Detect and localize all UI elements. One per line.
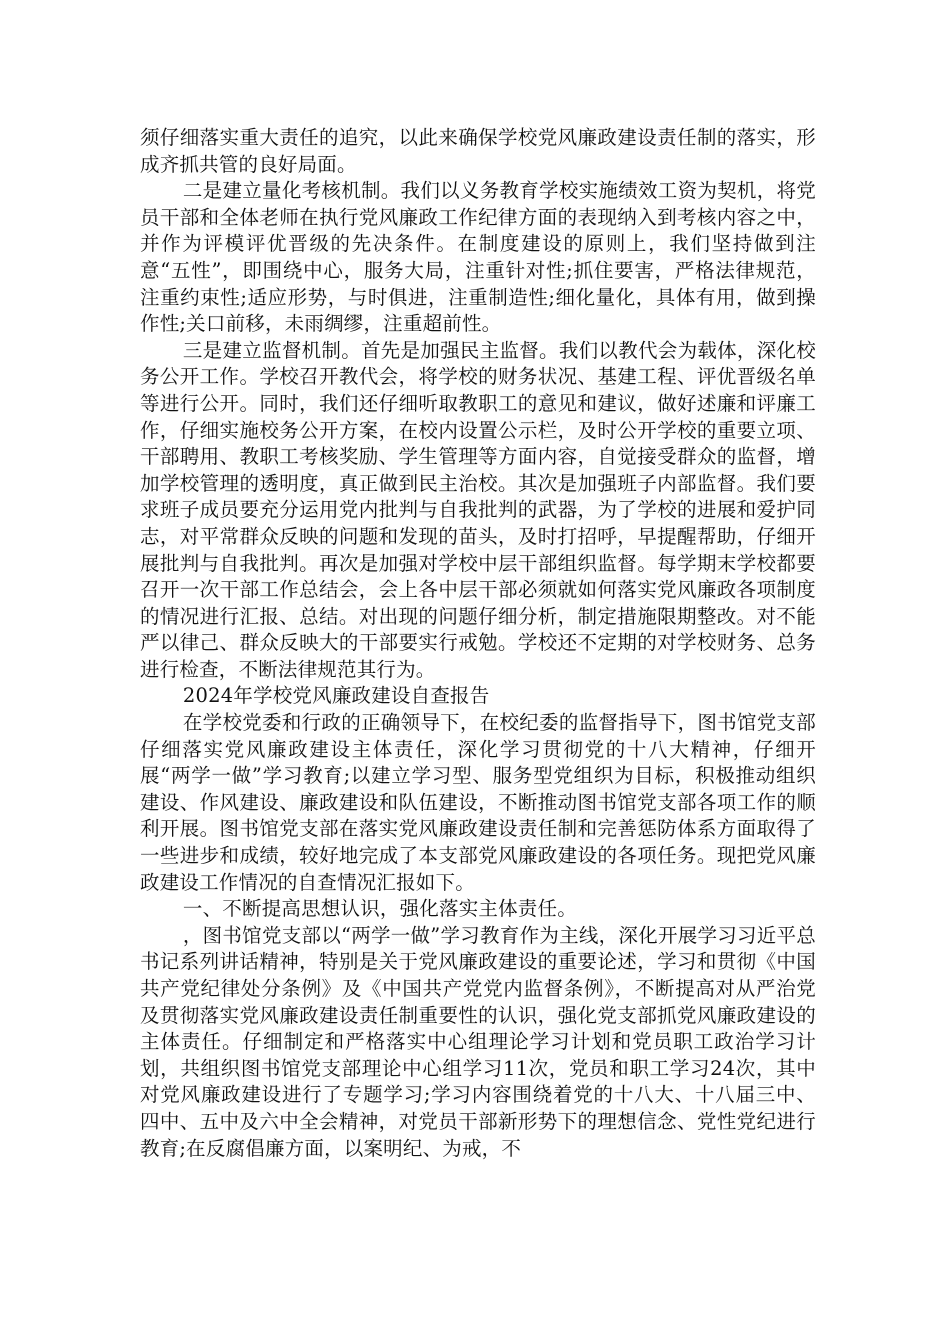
report-title: 2024年学校党风廉政建设自查报告 (182, 684, 490, 708)
section-heading-one: 一、不断提高思想认识，强化落实主体责任。 (182, 897, 577, 921)
paragraph-quantified-assessment: 二是建立量化考核机制。我们以义务教育学校实施绩效工资为契机，将党员干部和全体老师在执行党风廉政工作纪律方面的表现纳入到考核内容之中，并作为评模评优晋级的先决条件。在制度建设的原则上，我们坚持做到注意“五性”，即围绕中心，服务大局，注重针对性;抓住要害，严格法律规范，注重约束性;适应形势，与时俱进，注重制造性;细化量化，具体有用，做到操作性;关口前移，未雨绸缪，注重超前性。 (140, 179, 816, 336)
paragraph-continuation: 须仔细落实重大责任的追究，以此来确保学校党风廉政建设责任制的落实，形成齐抓共管的良好局面。 (140, 126, 816, 176)
paragraph-section-one-body: ，图书馆党支部以“两学一做”学习教育作为主线，深化开展学习习近平总书记系列讲话精神，特别是关于党风廉政建设的重要论述，学习和贯彻《中国共产党纪律处分条例》及《中国共产党党内监督条例》，不断提高对从严治党及贯彻落实党风廉政建设责任制重要性的认识，强化党支部抓党风廉政建设的主体责任。仔细制定和严格落实中心组理论学习计划和党员职工政治学习计划，共组织图书馆党支部理论中心组学习11次，党员和职工学习24次，其中对党风廉政建设进行了专题学习;学习内容围绕着党的十八大、十八届三中、四中、五中及六中全会精神，对党员干部新形势下的理想信念、党性党纪进行教育;在反腐倡廉方面，以案明纪、为戒，不 (140, 923, 816, 1160)
document-body (140, 125, 816, 1162)
paragraph-supervision-mechanism: 三是建立监督机制。首先是加强民主监督。我们以教代会为载体，深化校务公开工作。学校召开教代会，将学校的财务状况、基建工程、评优晋级名单等进行公开。同时，我们还仔细听取教职工的意见和建议，做好述廉和评廉工作，仔细实施校务公开方案，在校内设置公示栏，及时公开学校的重要立项、干部聘用、教职工考核奖励、学生管理等方面内容，自觉接受群众的监督，增加学校管理的透明度，真正做到民主治校。其次是加强班子内部监督。我们要求班子成员要充分运用党内批判与自我批判的武器，为了学校的进展和爱护同志，对平常群众反映的问题和发现的苗头，及时打招呼，早提醒帮助，仔细开展批判与自我批判。再次是加强对学校中层干部组织监督。每学期末学校都要召开一次干部工作总结会，会上各中层干部必须就如何落实党风廉政各项制度的情况进行汇报、总结。对出现的问题仔细分析，制定措施限期整改。对不能严以律己、群众反映大的干部要实行戒勉。学校还不定期的对学校财务、总务进行检查，不断法律规范其行为。 (140, 338, 816, 681)
paragraph-report-intro: 在学校党委和行政的正确领导下，在校纪委的监督指导下，图书馆党支部仔细落实党风廉政建设主体责任，深化学习贯彻党的十八大精神，仔细开展“两学一做”学习教育;以建立学习型、服务型党组织为目标，积极推动组织建设、作风建设、廉政建设和队伍建设，不断推动图书馆党支部各项工作的顺利开展。图书馆党支部在落实党风廉政建设责任制和完善惩防体系方面取得了一些进步和成绩，较好地完成了本支部党风廉政建设的各项任务。现把党风廉政建设工作情况的自查情况汇报如下。 (140, 711, 816, 894)
